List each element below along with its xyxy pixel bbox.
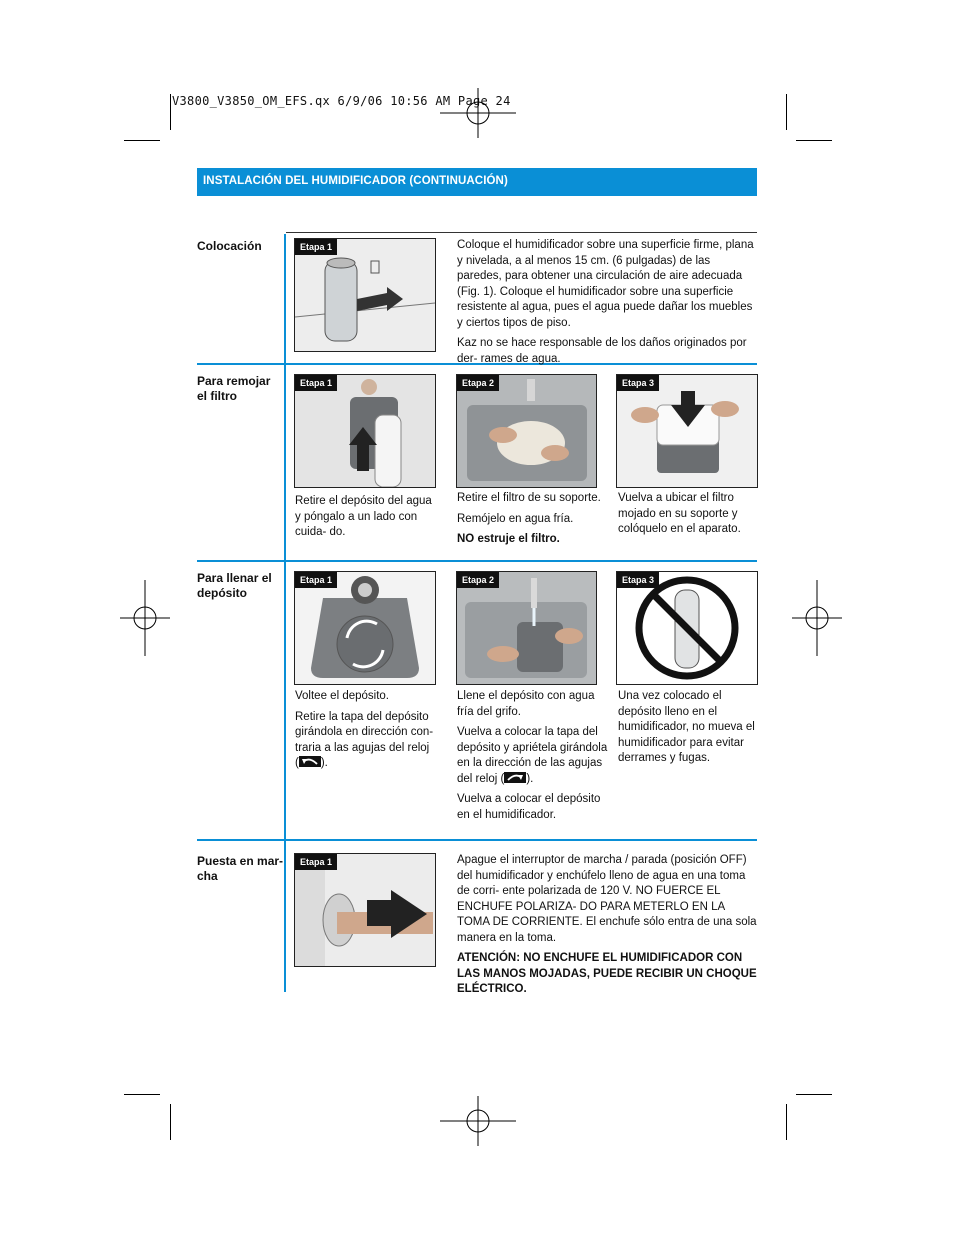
figure-marcha: [294, 853, 436, 967]
registration-mark-icon: [792, 580, 842, 656]
step-badge: Etapa 1: [295, 375, 337, 391]
step-badge: Etapa 3: [617, 572, 659, 588]
paragraph: Vuelva a ubicar el filtro mojado en su soporte y colóquelo en el aparato.: [618, 492, 741, 535]
clockwise-arrow-icon: [504, 772, 526, 783]
llenar-text-1: [295, 689, 435, 777]
banner-title: INSTALACIÓN DEL HUMIDIFICADOR (CONTINUACIÓN): [203, 175, 508, 187]
figure-remojar-step2: [456, 374, 597, 488]
step-badge: Etapa 3: [617, 375, 659, 391]
section-label-remojar: Para remojar el filtro: [197, 374, 271, 403]
paragraph: Coloque el humidificador sobre una superficie firme, plana y nivelada, a al menos 15 cm. (6 pulgadas) de las paredes, para obtener una circulación de aire adecuada (Fig. 1). Coloque el humidificador sobre una superficie resistente al agua, pues el agua puede dañar los muebles y ciertos tipos de piso.: [457, 239, 754, 329]
crop-mark: [124, 1094, 160, 1095]
section-label-marcha: Puesta en mar- cha: [197, 854, 284, 883]
figure-remojar-step3: [616, 374, 758, 488]
figure-llenar-step1: [294, 571, 436, 685]
colocacion-text: [457, 238, 757, 372]
registration-mark-icon: [120, 580, 170, 656]
figure-llenar-step2: [456, 571, 597, 685]
figure-colocacion: [294, 238, 436, 352]
figure-llenar-step3: [616, 571, 758, 685]
paragraph: Kaz no se hace responsable de los daños originados por der- rames de agua.: [457, 337, 747, 365]
paragraph-text: ).: [526, 772, 534, 785]
step-badge: Etapa 2: [457, 375, 499, 391]
paragraph-text: ).: [320, 757, 328, 769]
paragraph: Vuelva a colocar el depósito en el humidificador.: [457, 793, 601, 821]
step-badge: Etapa 1: [295, 239, 337, 255]
crop-mark: [170, 1104, 171, 1140]
remojar-text-1: [295, 494, 435, 546]
registration-mark-icon: [440, 1096, 516, 1146]
llenar-text-3: [618, 689, 758, 772]
crop-mark: [796, 1094, 832, 1095]
crop-mark: [124, 140, 160, 141]
section-label-llenar: Para llenar el depósito: [197, 571, 272, 600]
section-banner: [197, 168, 757, 196]
printer-slug: V3800_V3850_OM_EFS.qx 6/9/06 10:56 AM Page 24: [172, 94, 511, 108]
paragraph: Voltee el depósito.: [295, 690, 389, 702]
marcha-text: [457, 853, 757, 1003]
step-badge: Etapa 1: [295, 572, 337, 588]
counterclockwise-arrow-icon: [299, 756, 321, 767]
crop-mark: [786, 1104, 787, 1140]
paragraph: [295, 710, 435, 772]
crop-mark: [170, 94, 171, 130]
step-badge: Etapa 1: [295, 854, 337, 870]
paragraph: Llene el depósito con agua fría del grifo.: [457, 690, 595, 718]
remojar-text-2: [457, 491, 602, 553]
paragraph: Una vez colocado el depósito lleno en el humidificador, no mueva el humidificador para evitar derrames y fugas.: [618, 690, 755, 764]
step-badge: Etapa 2: [457, 572, 499, 588]
crop-mark: [796, 140, 832, 141]
remojar-text-3: [618, 491, 758, 543]
figure-remojar-step1: [294, 374, 436, 488]
paragraph: Retire el filtro de su soporte.: [457, 492, 601, 504]
crop-mark: [786, 94, 787, 130]
paragraph: Retire el depósito del agua y póngalo a un lado con cuida- do.: [295, 495, 432, 538]
divider: [197, 560, 757, 562]
paragraph: Remójelo en agua fría.: [457, 512, 574, 525]
paragraph: Apague el interruptor de marcha / parada (posición OFF) del humidificador y enchúfelo lleno de agua en una toma de corri- ente polarizada de 120 V. NO FUERCE EL ENCHUFE POLARIZA- DO PARA METERLO EN LA TOMA DE CORRIENTE. El enchufe sólo entra de una sola manera en la toma.: [457, 854, 757, 944]
section-label-colocacion: Colocación: [197, 239, 262, 253]
paragraph-text: Vuelva a colocar la tapa del depósito y apriétela girándola en la dirección de las agujas del reloj (: [457, 726, 608, 785]
llenar-text-2: [457, 689, 612, 828]
paragraph-text: Retire la tapa del depósito girándola en dirección con- traria a las agujas del reloj (: [295, 710, 434, 769]
divider: [197, 839, 757, 841]
paragraph-warning: NO estruje el filtro.: [457, 533, 560, 545]
registration-mark-icon: [440, 88, 516, 138]
divider: [286, 232, 757, 233]
paragraph-warning: ATENCIÓN: NO ENCHUFE EL HUMIDIFICADOR CON LAS MANOS MOJADAS, PUEDE RECIBIR UN CHOQUE ELÉCTRICO.: [457, 952, 757, 995]
paragraph: [457, 725, 612, 787]
